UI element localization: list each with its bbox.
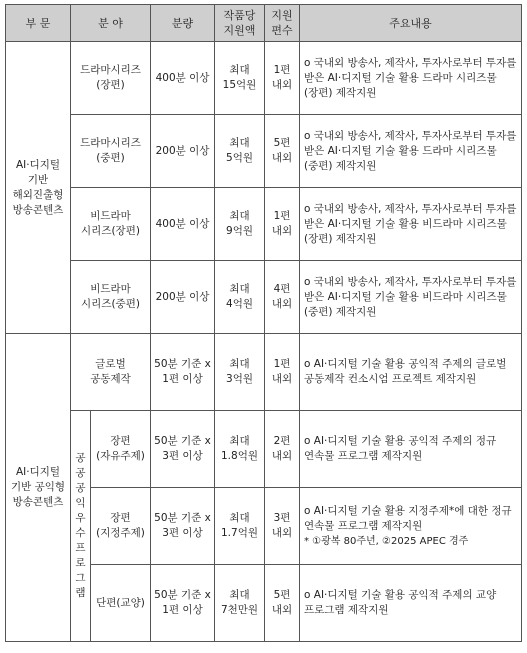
count-cell: 4편 내외 <box>265 261 300 334</box>
count-cell: 2편 내외 <box>265 411 300 488</box>
count-cell: 1편 내외 <box>265 334 300 411</box>
division-cell: AI·디지털 기반 해외진출형 방송콘텐츠 <box>6 42 71 334</box>
header-division: 부 문 <box>6 5 71 42</box>
field-cell: 비드라마 시리즈(장편) <box>71 188 151 261</box>
table-row <box>6 261 522 334</box>
details-cell: o 국내외 방송사, 제작사, 투자사로부터 투자를 받은 AI·디지털 기술 활용 드라마 시리즈물(장편) 제작지원 <box>300 42 522 115</box>
count-cell: 5편 내외 <box>265 565 300 642</box>
header-details: 주요내용 <box>300 5 522 42</box>
field-cell: 드라마시리즈(중편) <box>71 115 151 188</box>
length-cell: 50분 기준 x 1편 이상 <box>151 334 215 411</box>
field-cell: 장편 (자유주제) <box>91 411 151 488</box>
table-header-row <box>6 5 522 42</box>
footnote-text: * ①광복 80주년, ②2025 APEC 경주 <box>304 535 469 547</box>
length-cell: 200분 이상 <box>151 261 215 334</box>
table-row <box>6 115 522 188</box>
table-row <box>6 334 522 411</box>
count-cell: 3편 내외 <box>265 488 300 565</box>
header-count: 지원 편수 <box>265 5 300 42</box>
funding-cell: 최대 5억원 <box>215 115 265 188</box>
support-table <box>5 4 522 642</box>
details-cell <box>300 488 522 565</box>
field-cell: 드라마시리즈(장편) <box>71 42 151 115</box>
length-cell: 400분 이상 <box>151 188 215 261</box>
funding-cell: 최대 7천만원 <box>215 565 265 642</box>
division-cell: AI·디지털 기반 공익형 방송콘텐츠 <box>6 334 71 642</box>
header-field: 분 야 <box>71 5 151 42</box>
count-cell: 5편 내외 <box>265 115 300 188</box>
count-cell: 1편 내외 <box>265 188 300 261</box>
funding-cell: 최대 3억원 <box>215 334 265 411</box>
details-cell: o AI·디지털 기술 활용 공익적 주제의 정규 연속물 프로그램 제작지원 <box>300 411 522 488</box>
field-cell: 단편(교양) <box>91 565 151 642</box>
field-cell: 글로벌 공동제작 <box>71 334 151 411</box>
funding-cell: 최대 1.8억원 <box>215 411 265 488</box>
details-cell: o AI·디지털 기술 활용 공익적 주제의 교양 프로그램 제작지원 <box>300 565 522 642</box>
length-cell: 200분 이상 <box>151 115 215 188</box>
length-cell: 50분 기준 x 3편 이상 <box>151 411 215 488</box>
header-length: 분량 <box>151 5 215 42</box>
details-cell: o AI·디지털 기술 활용 공익적 주제의 글로벌 공동제작 컨소시엄 프로젝트 제작지원 <box>300 334 522 411</box>
table-row <box>6 411 522 488</box>
count-cell: 1편 내외 <box>265 42 300 115</box>
funding-cell: 최대 9억원 <box>215 188 265 261</box>
length-cell: 400분 이상 <box>151 42 215 115</box>
header-funding: 작품당 지원액 <box>215 5 265 42</box>
details-text: o AI·디지털 기술 활용 지정주제*에 대한 정규 연속물 프로그램 제작지원 <box>304 504 512 532</box>
details-cell: o 국내외 방송사, 제작사, 투자사로부터 투자를 받은 AI·디지털 기술 활용 비드라마 시리즈물(중편) 제작지원 <box>300 261 522 334</box>
funding-cell: 최대 1.7억원 <box>215 488 265 565</box>
length-cell: 50분 기준 x 1편 이상 <box>151 565 215 642</box>
funding-cell: 최대 15억원 <box>215 42 265 115</box>
program-group-cell: 공공 공익 우수 프로 그램 <box>71 411 91 642</box>
field-cell: 장편 (지정주제) <box>91 488 151 565</box>
table-row <box>6 42 522 115</box>
details-cell: o 국내외 방송사, 제작사, 투자사로부터 투자를 받은 AI·디지털 기술 활용 비드라마 시리즈물(장편) 제작지원 <box>300 188 522 261</box>
funding-cell: 최대 4억원 <box>215 261 265 334</box>
details-cell: o 국내외 방송사, 제작사, 투자사로부터 투자를 받은 AI·디지털 기술 활용 드라마 시리즈물(중편) 제작지원 <box>300 115 522 188</box>
length-cell: 50분 기준 x 3편 이상 <box>151 488 215 565</box>
field-cell: 비드라마 시리즈(중편) <box>71 261 151 334</box>
table-row <box>6 188 522 261</box>
